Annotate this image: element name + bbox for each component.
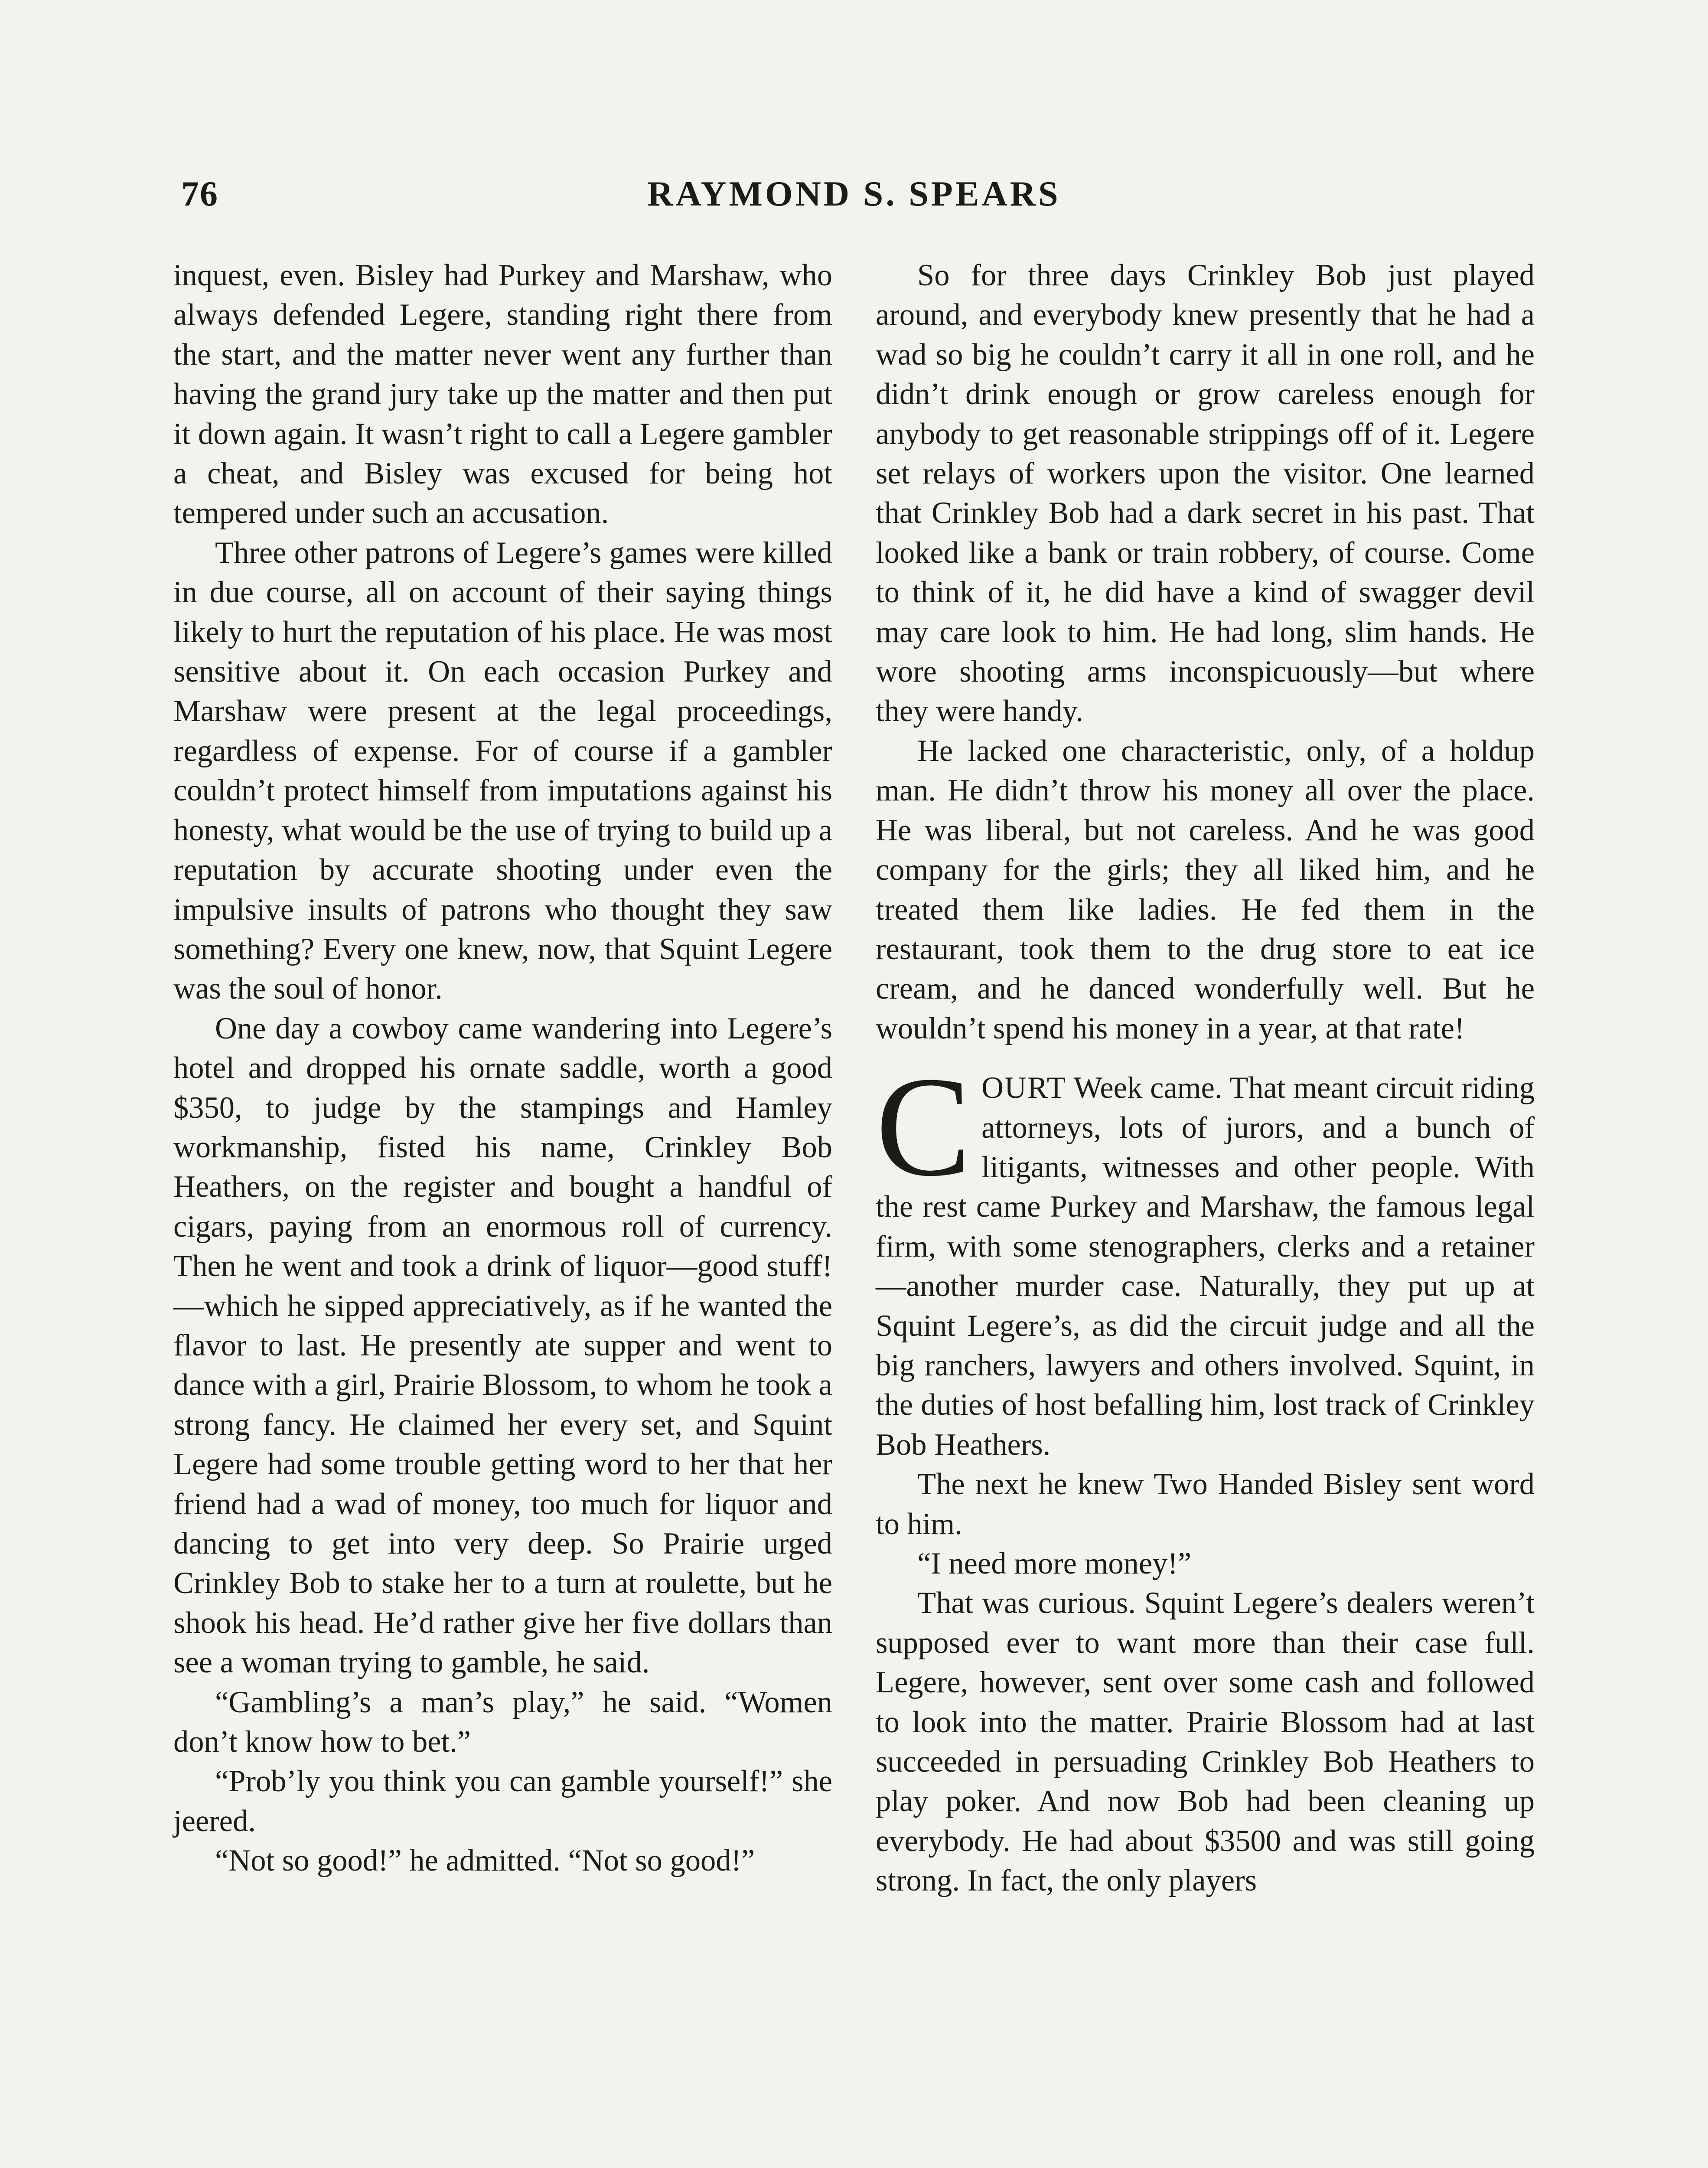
small-caps-lead: OURT bbox=[981, 1071, 1066, 1105]
paragraph: “Prob’ly you think you can gamble yourself!” she jeered. bbox=[173, 1764, 832, 1838]
paragraph: He lacked one characteristic, only, of a holdup man. He didn’t throw his money all over the place. He was liberal, but not careless. And he was good company for the girls; they all liked him, and he treated them like ladies. He fed them in the restaurant, took them to the drug store to eat ice cream, and he danced wonderfully well. But he wouldn’t spend his money in a year, at that rate! bbox=[876, 734, 1535, 1045]
paragraph-text: Week came. That meant circuit riding attorneys, lots of jurors, and a bunch of litigants, witnesses and other people. With the rest came Purkey and Marshaw, the famous legal firm, with some stenographers, clerks and a retainer—another murder case. Naturally, they put up at Squint Legere’s, as did the circuit judge and all the big ranchers, lawyers and others involved. Squint, in the duties of host befalling him, lost track of Crinkley Bob Heathers. bbox=[876, 1071, 1535, 1462]
paragraph: inquest, even. Bisley had Purkey and Marshaw, who always defended Legere, standing right there from the start, and the matter never went any further than having the grand jury take up the matter and then put it down again. It wasn’t right to call a Legere gambler a cheat, and Bisley was excused for being hot tempered under such an accusation. bbox=[173, 258, 832, 530]
page-number: 76 bbox=[181, 174, 218, 213]
section-opening-paragraph bbox=[876, 1048, 1535, 1465]
paragraph: Three other patrons of Legere’s games were killed in due course, all on account of their saying things likely to hurt the reputation of his place. He was most sensitive about it. On each occasion Purkey and Marshaw were present at the legal proceedings, regardless of expense. For of course if a gambler couldn’t protect himself from imputations against his honesty, what would be the use of trying to build up a reputation by accurate shooting under even the impulsive insults of patrons who thought they saw something? Every one knew, now, that Squint Legere was the soul of honor. bbox=[173, 535, 832, 1006]
paragraph: “I need more money!” bbox=[917, 1547, 1192, 1580]
paragraph: That was curious. Squint Legere’s dealers weren’t supposed ever to want more than their case full. Legere, however, sent over some cash and followed to look into the matter. Prairie Blossom had at last succeeded in persuading Crinkley Bob Heathers to play poker. And now Bob had been cleaning up everybody. He had about $3500 and was still going strong. In fact, the only players bbox=[876, 1586, 1535, 1898]
running-head: RAYMOND S. SPEARS bbox=[647, 174, 1061, 213]
paragraph: “Gambling’s a man’s play,” he said. “Women don’t know how to bet.” bbox=[173, 1685, 832, 1759]
paragraph: One day a cowboy came wandering into Legere’s hotel and dropped his ornate saddle, worth a good $350, to judge by the stampings and Hamley workmanship, fisted his name, Crinkley Bob Heathers, on the register and bought a handful of cigars, paying from an enormous roll of currency. Then he went and took a drink of liquor—good stuff!—which he sipped appreciatively, as if he wanted the flavor to last. He presently ate supper and went to dance with a girl, Prairie Blossom, to whom he took a strong fancy. He claimed her every set, and Squint Legere had some trouble getting word to her that her friend had a wad of money, too much for liquor and dancing to get into very deep. So Prairie urged Crinkley Bob to stake her to a turn at roulette, but he shook his head. He’d rather give her five dollars than see a woman trying to gamble, he said. bbox=[173, 1011, 832, 1680]
paragraph: The next he knew Two Handed Bisley sent word to him. bbox=[876, 1467, 1535, 1541]
paragraph: So for three days Crinkley Bob just played around, and everybody knew presently that he had a wad so big he couldn’t carry it all in one roll, and he didn’t drink enough or grow careless enough for anybody to get reasonable strippings off of it. Legere set relays of workers upon the visitor. One learned that Crinkley Bob had a dark secret in his past. That looked like a bank or train robbery, of course. Come to think of it, he did have a kind of swagger devil may care look to him. He had long, slim hands. He wore shooting arms inconspicuously—but where they were handy. bbox=[876, 258, 1535, 728]
left-column bbox=[173, 256, 832, 1881]
right-column bbox=[876, 256, 1535, 1901]
paragraph: “Not so good!” he admitted. “Not so good!” bbox=[215, 1844, 755, 1878]
drop-cap: C bbox=[876, 1048, 971, 1206]
